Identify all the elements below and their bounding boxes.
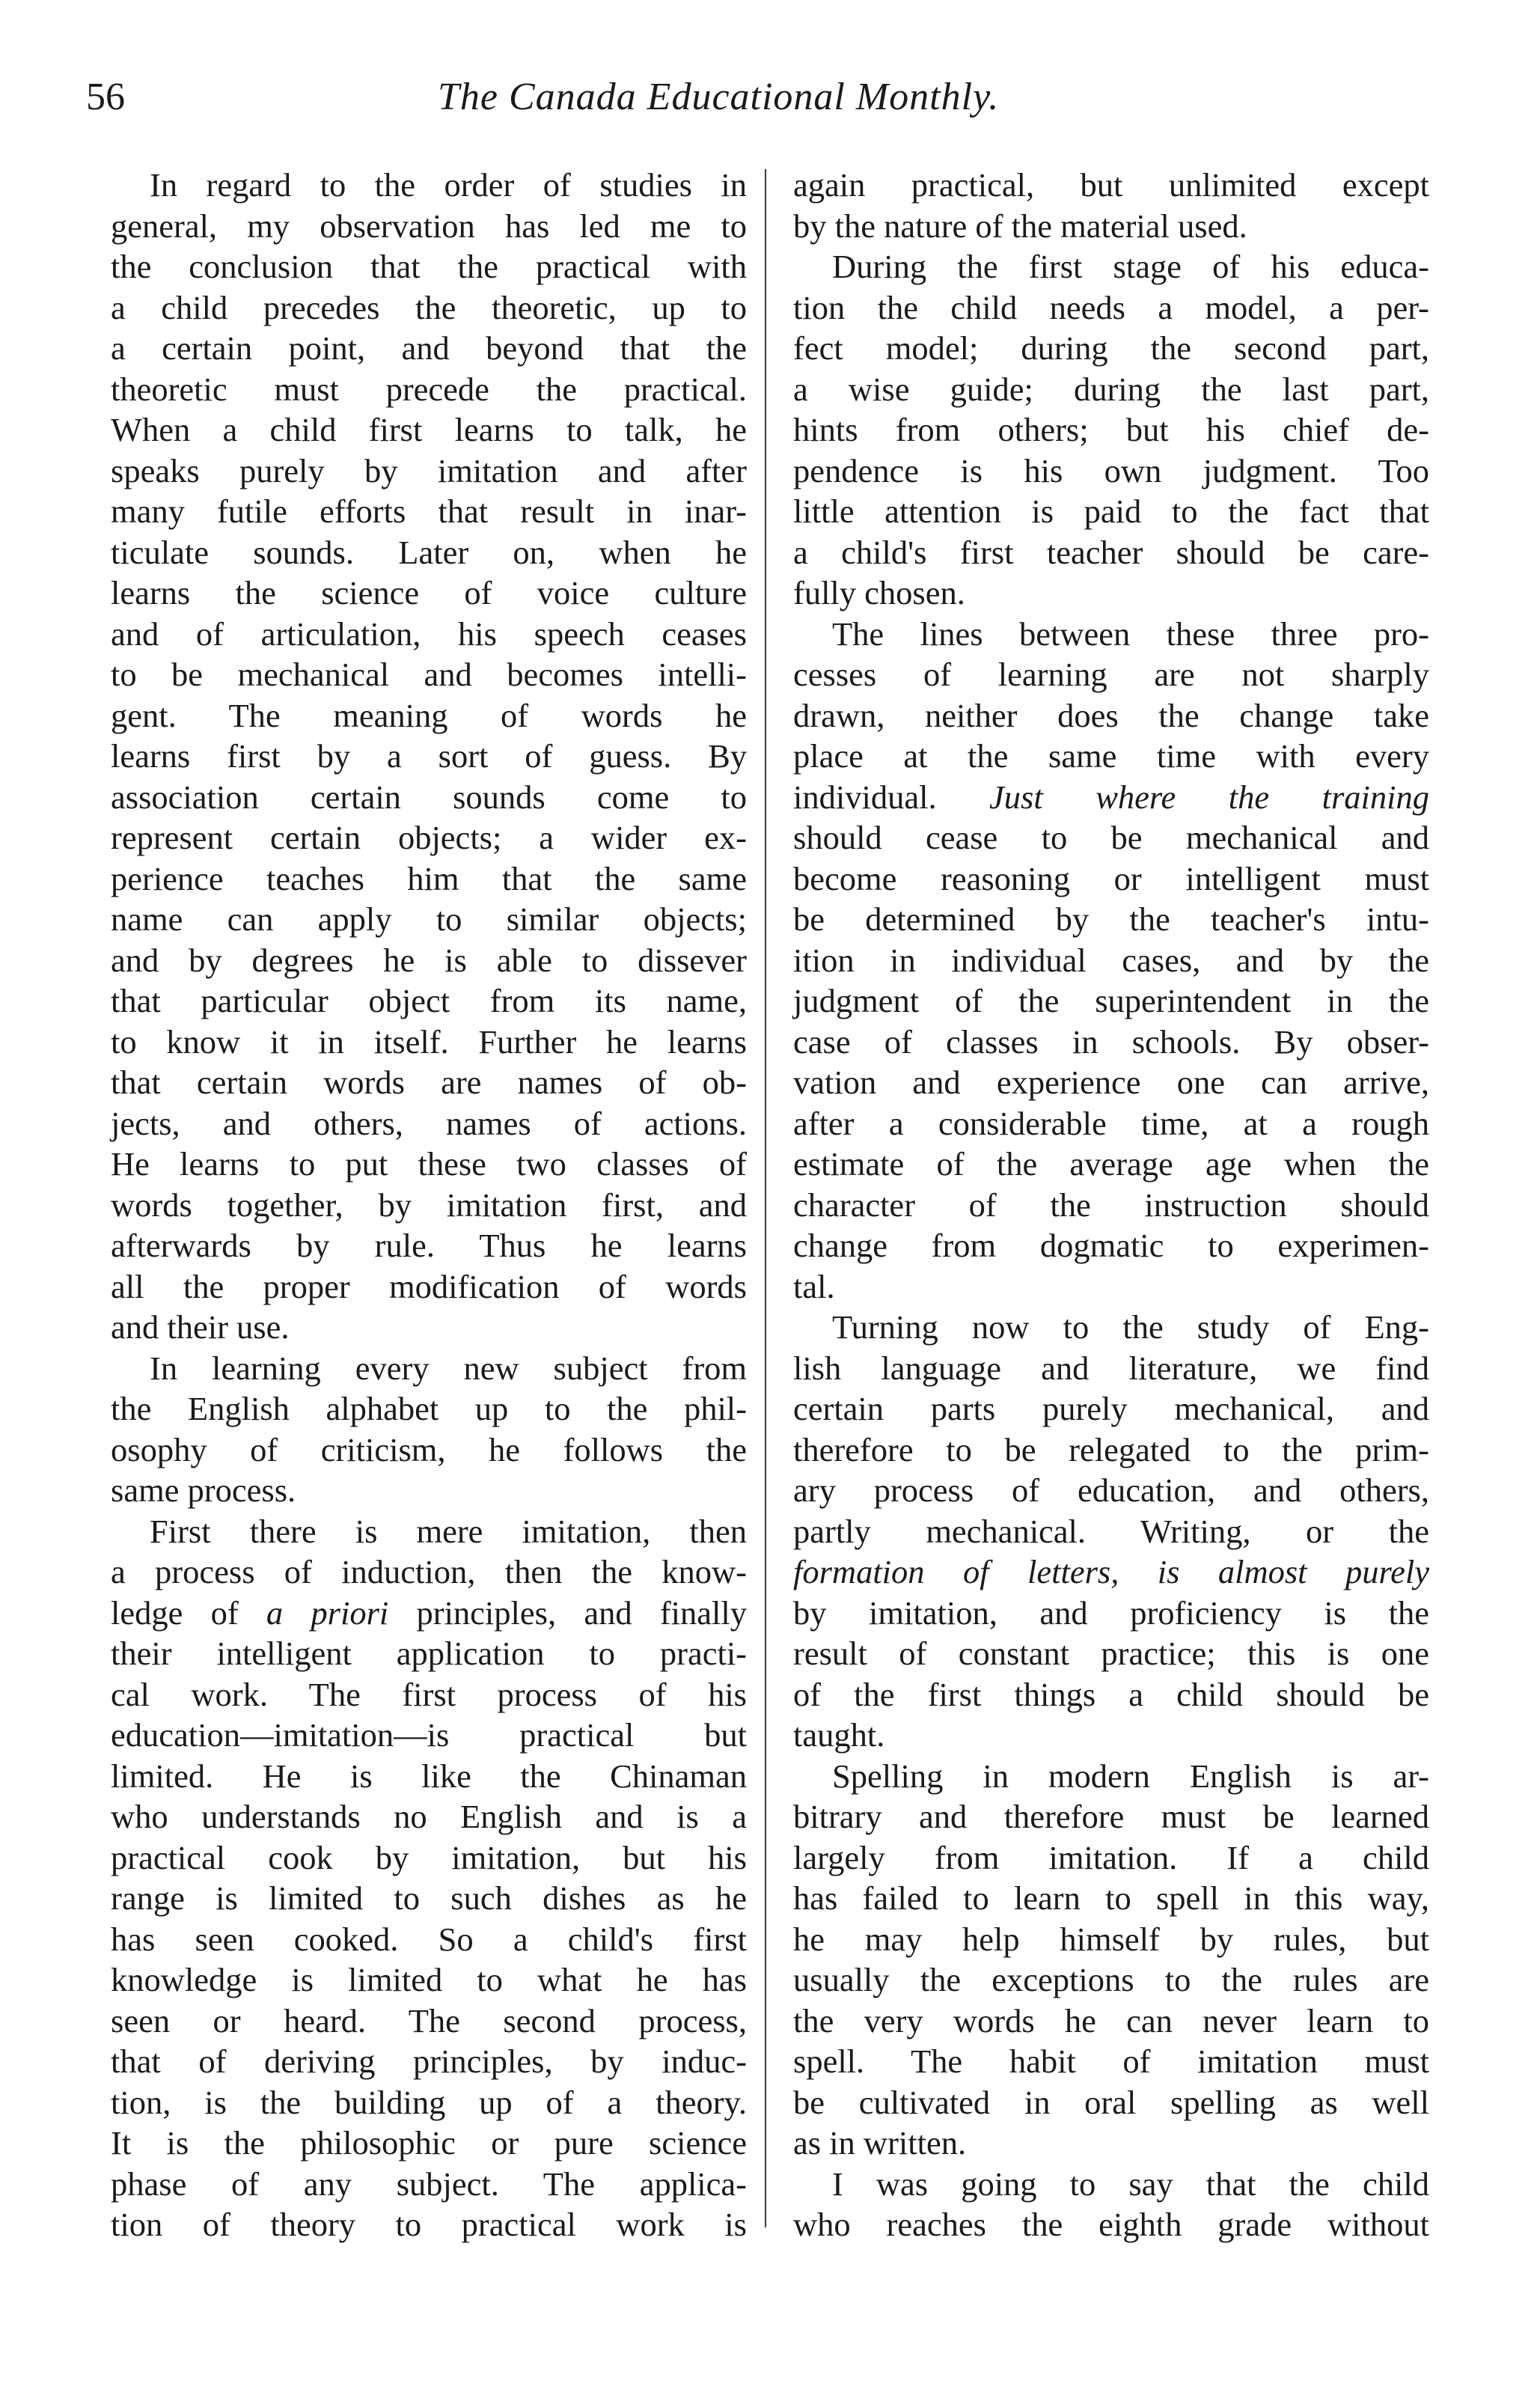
text-line: Turning now to the study of Eng- bbox=[832, 1308, 1429, 1346]
text-line: cesses of learning are not sharply bbox=[793, 656, 1429, 693]
text-line: largely from imitation. If a child bbox=[793, 1838, 1429, 1876]
text-line: When a child first learns to talk, he bbox=[111, 411, 747, 448]
text-line: individual. Just where the training bbox=[793, 778, 1429, 816]
text-line: little attention is paid to the fact that bbox=[793, 492, 1429, 530]
text-line: be cultivated in oral spelling as well bbox=[793, 2083, 1429, 2121]
text-line: bitrary and therefore must be learned bbox=[793, 1798, 1429, 1835]
text-line: phase of any subject. The applica- bbox=[111, 2164, 747, 2203]
text-line: ledge of a priori principles, and finally bbox=[111, 1593, 747, 1632]
text-line: association certain sounds come to bbox=[111, 778, 747, 816]
text-line: estimate of the average age when the bbox=[793, 1145, 1429, 1183]
text-line: many futile efforts that result in inar- bbox=[111, 492, 747, 530]
text-line: the very words he can never learn to bbox=[793, 2001, 1429, 2040]
text-line: represent certain objects; a wider ex- bbox=[111, 819, 747, 856]
text-line: In regard to the order of studies in bbox=[150, 166, 747, 204]
text-line: usually the exceptions to the rules are bbox=[793, 1961, 1429, 1998]
text-line: case of classes in schools. By obser- bbox=[793, 1022, 1429, 1061]
text-line: become reasoning or intelligent must bbox=[793, 859, 1429, 897]
text-line: general, my observation has led me to bbox=[111, 207, 747, 245]
text-line: osophy of criticism, he follows the bbox=[111, 1430, 747, 1468]
text-line: place at the same time with every bbox=[793, 737, 1429, 775]
text-line: The lines between these three pro- bbox=[832, 614, 1429, 653]
text-line: education—imitation—is practical but bbox=[111, 1716, 747, 1754]
text-line: knowledge is limited to what he has bbox=[111, 1961, 747, 1998]
text-line: First there is mere imitation, then bbox=[150, 1512, 747, 1550]
text-line: partly mechanical. Writing, or the bbox=[793, 1512, 1429, 1550]
text-line: seen or heard. The second process, bbox=[111, 2001, 747, 2040]
text-line: to know it in itself. Further he learns bbox=[111, 1022, 747, 1061]
text-line: the English alphabet up to the phil- bbox=[111, 1390, 747, 1427]
running-title: The Canada Educational Monthly. bbox=[438, 76, 1000, 118]
text-line: Spelling in modern English is ar- bbox=[832, 1757, 1429, 1795]
text-line: range is limited to such dishes as he bbox=[111, 1879, 747, 1917]
text-line: pendence is his own judgment. Too bbox=[793, 451, 1429, 489]
text-line: the conclusion that the practical with bbox=[111, 248, 747, 285]
text-line: again practical, but unlimited except bbox=[793, 166, 1429, 204]
text-line: ticulate sounds. Later on, when he bbox=[111, 533, 747, 571]
text-line: perience teaches him that the same bbox=[111, 859, 747, 897]
text-line: by the nature of the material used. bbox=[793, 207, 1247, 245]
text-line: should cease to be mechanical and bbox=[793, 819, 1429, 856]
text-line: has seen cooked. So a child's first bbox=[111, 1920, 747, 1958]
text-line: learns first by a sort of guess. By bbox=[111, 737, 747, 775]
text-line: fully chosen. bbox=[793, 574, 965, 611]
text-line: as in written. bbox=[793, 2124, 967, 2162]
page-header bbox=[86, 75, 1433, 127]
text-line: name can apply to similar objects; bbox=[111, 900, 747, 938]
text-line: result of constant practice; this is one bbox=[793, 1635, 1429, 1672]
italic-text: formation of letters, is almost purely bbox=[793, 1553, 1429, 1590]
text-line: ition in individual cases, and by the bbox=[793, 941, 1429, 979]
text-line: and of articulation, his speech ceases bbox=[111, 614, 747, 653]
text-line: practical cook by imitation, but his bbox=[111, 1838, 747, 1876]
italic-text: a priori bbox=[266, 1593, 389, 1632]
text-line: tion of theory to practical work is bbox=[111, 2206, 747, 2243]
text-line: of the first things a child should be bbox=[793, 1675, 1429, 1713]
text-line: ary process of education, and others, bbox=[793, 1471, 1429, 1509]
text-line: In learning every new subject from bbox=[150, 1349, 747, 1387]
text-line: limited. He is like the Chinaman bbox=[111, 1757, 747, 1795]
text-line: all the proper modification of words bbox=[111, 1267, 747, 1305]
text-line: same process. bbox=[111, 1471, 296, 1509]
text-line: their intelligent application to practi- bbox=[111, 1635, 747, 1672]
text-line: to be mechanical and becomes intelli- bbox=[111, 656, 747, 693]
text-line: character of the instruction should bbox=[793, 1186, 1429, 1224]
text-line: a wise guide; during the last part, bbox=[793, 370, 1429, 408]
text-line: be determined by the teacher's intu- bbox=[793, 900, 1429, 938]
text-line: change from dogmatic to experimen- bbox=[793, 1227, 1429, 1264]
text-line bbox=[793, 1552, 1429, 1593]
text-line: learns the science of voice culture bbox=[111, 574, 747, 611]
text-line: fect model; during the second part, bbox=[793, 329, 1429, 367]
text-line: a child precedes the theoretic, up to bbox=[111, 288, 747, 326]
italic-text: Just where the training bbox=[989, 778, 1429, 816]
text-line: judgment of the superintendent in the bbox=[793, 982, 1429, 1019]
text-line: and their use. bbox=[111, 1308, 290, 1346]
text-line: jects, and others, names of actions. bbox=[111, 1104, 747, 1142]
text-line: by imitation, and proficiency is the bbox=[793, 1593, 1429, 1632]
text-line: that of deriving principles, by induc- bbox=[111, 2043, 747, 2080]
column-divider bbox=[765, 169, 766, 2227]
text-line: afterwards by rule. Thus he learns bbox=[111, 1227, 747, 1264]
text-line: therefore to be relegated to the prim- bbox=[793, 1430, 1429, 1468]
text-line: and by degrees he is able to dissever bbox=[111, 941, 747, 979]
text-line: a certain point, and beyond that the bbox=[111, 329, 747, 367]
text-line: taught. bbox=[793, 1716, 885, 1754]
text-line: hints from others; but his chief de- bbox=[793, 411, 1429, 448]
text-line: speaks purely by imitation and after bbox=[111, 451, 747, 489]
text-line: cal work. The first process of his bbox=[111, 1675, 747, 1713]
text-line: after a considerable time, at a rough bbox=[793, 1104, 1429, 1142]
text-line: He learns to put these two classes of bbox=[111, 1145, 747, 1183]
text-line: I was going to say that the child bbox=[832, 2164, 1429, 2203]
text-line: who reaches the eighth grade without bbox=[793, 2206, 1429, 2243]
text-line: words together, by imitation first, and bbox=[111, 1186, 747, 1224]
text-line: drawn, neither does the change take bbox=[793, 696, 1429, 734]
text-line: tal. bbox=[793, 1267, 835, 1305]
text-line: theoretic must precede the practical. bbox=[111, 370, 747, 408]
text-line: that particular object from its name, bbox=[111, 982, 747, 1019]
text-line: lish language and literature, we find bbox=[793, 1349, 1429, 1387]
page-number: 56 bbox=[86, 76, 125, 118]
text-line: vation and experience one can arrive, bbox=[793, 1064, 1429, 1101]
text-line: spell. The habit of imitation must bbox=[793, 2043, 1429, 2080]
text-line: has failed to learn to spell in this way, bbox=[793, 1879, 1429, 1917]
text-line: he may help himself by rules, but bbox=[793, 1920, 1429, 1958]
text-line: During the first stage of his educa- bbox=[832, 248, 1429, 285]
text-line: certain parts purely mechanical, and bbox=[793, 1390, 1429, 1427]
left-column bbox=[111, 165, 747, 2245]
text-line: a child's first teacher should be care- bbox=[793, 533, 1429, 571]
text-line: It is the philosophic or pure science bbox=[111, 2124, 747, 2162]
text-line: tion, is the building up of a theory. bbox=[111, 2083, 747, 2121]
text-line: who understands no English and is a bbox=[111, 1798, 747, 1835]
text-line: tion the child needs a model, a per- bbox=[793, 288, 1429, 326]
text-line: gent. The meaning of words he bbox=[111, 696, 747, 734]
text-line: that certain words are names of ob- bbox=[111, 1064, 747, 1101]
text-line: a process of induction, then the know- bbox=[111, 1553, 747, 1590]
right-column bbox=[793, 165, 1429, 2245]
